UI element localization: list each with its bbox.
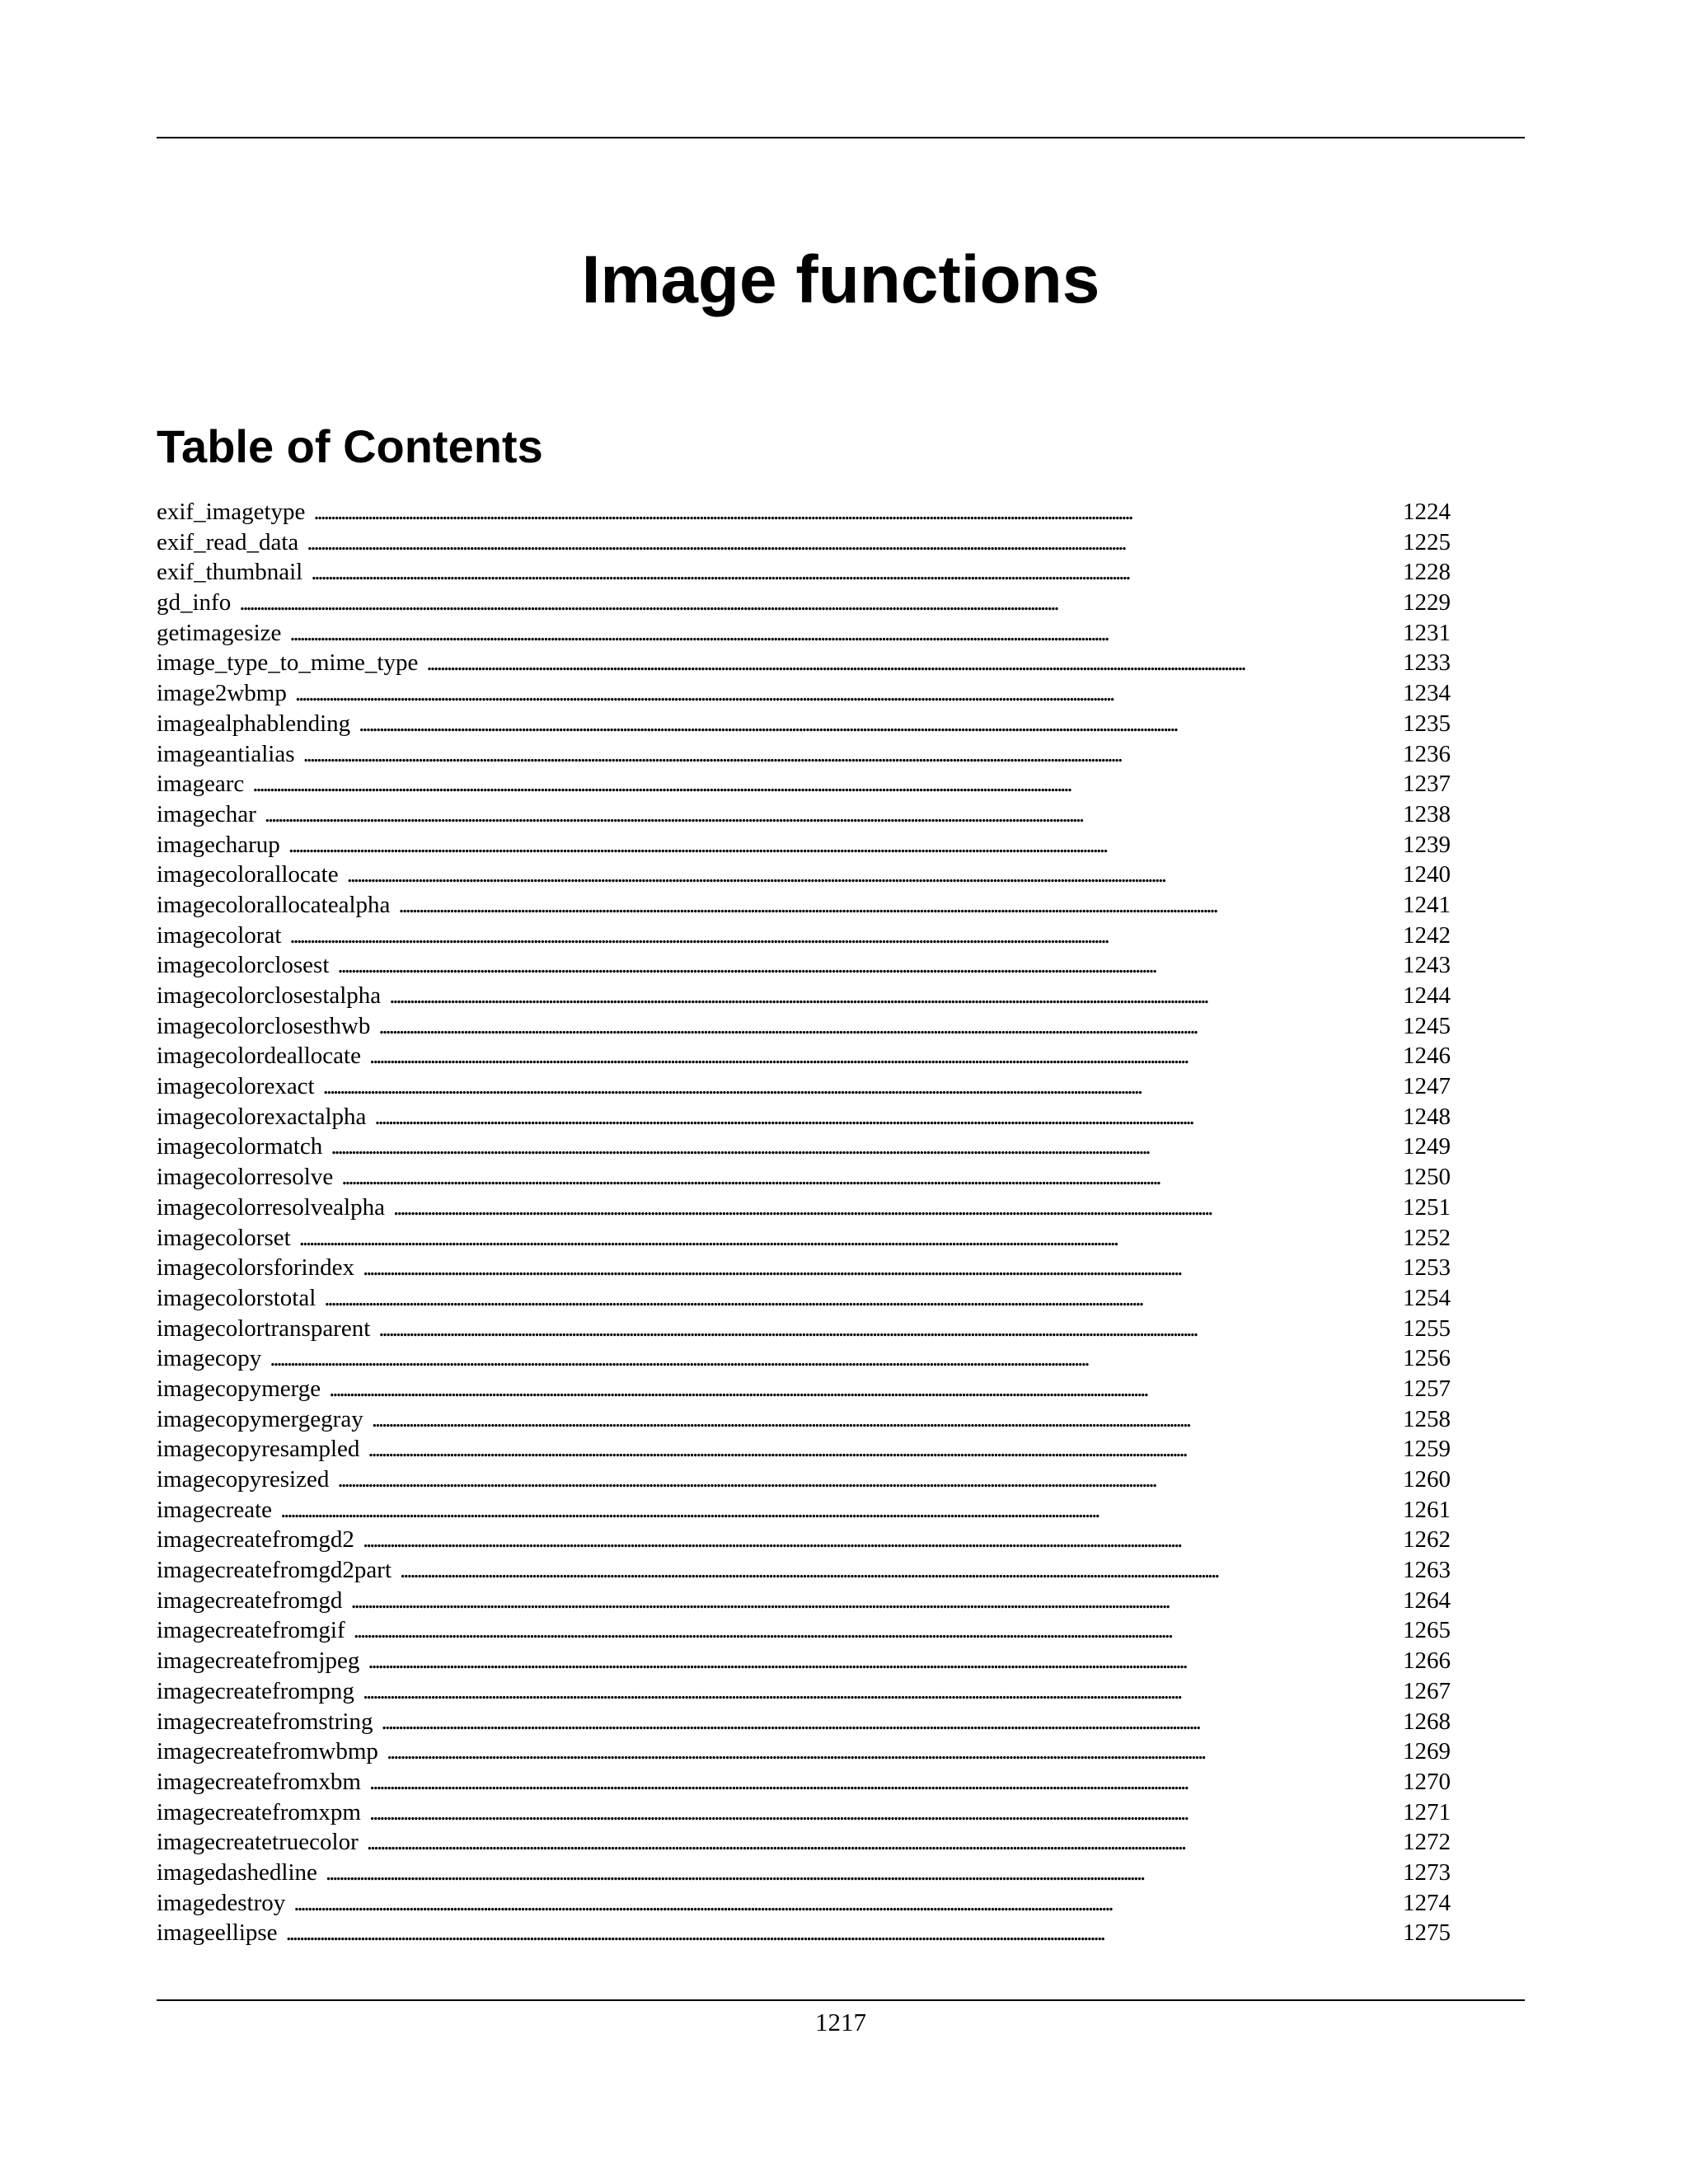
toc-entry-name: imagecreatefromxpm xyxy=(157,1798,361,1825)
toc-entry[interactable] xyxy=(157,1314,1451,1344)
toc-entry-name: imagecreatefromgif xyxy=(157,1617,345,1644)
toc-entry[interactable] xyxy=(157,1465,1451,1495)
toc-entry-name: imagecolorset xyxy=(157,1224,291,1251)
toc-dot-leader xyxy=(303,739,1397,770)
toc-entry-name: imagecolorclosestalpha xyxy=(157,982,382,1009)
toc-entry[interactable] xyxy=(157,1858,1451,1888)
toc-entry-page: 1235 xyxy=(1403,710,1451,737)
toc-dot-leader xyxy=(389,981,1396,1011)
toc-entry-name: imageellipse xyxy=(157,1919,278,1947)
toc-entry[interactable] xyxy=(157,1071,1451,1102)
toc-entry-name: imagecolorresolve xyxy=(157,1164,334,1191)
toc-entry[interactable] xyxy=(157,527,1451,558)
toc-entry-page: 1234 xyxy=(1403,680,1451,707)
toc-dot-leader xyxy=(372,1404,1396,1435)
toc-dot-leader xyxy=(239,588,1396,618)
toc-dot-leader xyxy=(368,1434,1396,1465)
toc-entry[interactable] xyxy=(157,1555,1451,1586)
toc-dot-leader xyxy=(350,1586,1396,1616)
toc-entry-page: 1259 xyxy=(1403,1436,1451,1463)
toc-entry[interactable] xyxy=(157,618,1451,649)
toc-entry-page: 1254 xyxy=(1403,1284,1451,1311)
toc-entry-name: imagecolorresolvealpha xyxy=(157,1193,385,1221)
toc-entry-page: 1269 xyxy=(1403,1738,1451,1765)
toc-entry[interactable] xyxy=(157,1888,1451,1919)
toc-entry[interactable] xyxy=(157,709,1451,739)
toc-entry[interactable] xyxy=(157,1223,1451,1254)
toc-entry[interactable] xyxy=(157,1253,1451,1283)
toc-entry[interactable] xyxy=(157,1827,1451,1858)
toc-entry-name: getimagesize xyxy=(157,619,282,646)
toc-entry-name: imagecolordeallocate xyxy=(157,1043,361,1070)
toc-entry-name: imagecolorallocate xyxy=(157,861,339,888)
toc-entry[interactable] xyxy=(157,799,1451,830)
toc-entry-page: 1246 xyxy=(1403,1043,1451,1070)
toc-dot-leader xyxy=(400,1555,1396,1586)
toc-dot-leader xyxy=(359,709,1396,739)
toc-entry-page: 1245 xyxy=(1403,1012,1451,1039)
toc-entry[interactable] xyxy=(157,1283,1451,1314)
top-rule xyxy=(157,137,1525,138)
toc-entry-name: imagecreatefromstring xyxy=(157,1708,373,1735)
toc-dot-leader xyxy=(313,497,1396,527)
toc-entry-name: imagecolorclosesthwb xyxy=(157,1012,371,1039)
toc-entry[interactable] xyxy=(157,1707,1451,1737)
toc-entry-page: 1272 xyxy=(1403,1829,1451,1856)
toc-entry-name: imagecreatefrompng xyxy=(157,1677,354,1704)
toc-entry-page: 1237 xyxy=(1403,771,1451,798)
toc-entry-page: 1241 xyxy=(1403,891,1451,918)
toc-entry-name: imagecolorallocatealpha xyxy=(157,891,391,918)
toc-entry-name: imagecolorclosest xyxy=(157,952,330,979)
toc-dot-leader xyxy=(337,950,1396,981)
toc-entry[interactable] xyxy=(157,1374,1451,1404)
toc-dot-leader xyxy=(295,678,1396,709)
toc-entry[interactable] xyxy=(157,497,1451,527)
toc-entry[interactable] xyxy=(157,1434,1451,1465)
toc-entry-page: 1253 xyxy=(1403,1254,1451,1282)
toc-entry-name: imagecreatefromwbmp xyxy=(157,1738,378,1765)
toc-dot-leader xyxy=(293,1888,1396,1919)
toc-entry-name: imagecreatetruecolor xyxy=(157,1829,359,1856)
toc-entry[interactable] xyxy=(157,921,1451,951)
toc-entry-page: 1239 xyxy=(1403,831,1451,858)
toc-entry-page: 1270 xyxy=(1403,1768,1451,1795)
toc-entry-name: imagecreatefromxbm xyxy=(157,1768,361,1795)
toc-entry-page: 1248 xyxy=(1403,1103,1451,1130)
toc-entry-page: 1261 xyxy=(1403,1496,1451,1523)
toc-entry[interactable] xyxy=(157,1404,1451,1435)
toc-dot-leader xyxy=(323,1071,1396,1102)
toc-entry-name: imagecopy xyxy=(157,1345,262,1372)
toc-entry-name: imagecreate xyxy=(157,1496,273,1523)
toc-dot-leader xyxy=(280,1495,1396,1526)
toc-entry[interactable] xyxy=(157,1736,1451,1767)
toc-entry-page: 1271 xyxy=(1403,1798,1451,1825)
toc-entry-name: image_type_to_mime_type xyxy=(157,649,419,677)
toc-entry-name: imagecolorstotal xyxy=(157,1284,316,1311)
toc-entry-name: imagecreatefromgd2 xyxy=(157,1526,354,1554)
toc-entry[interactable] xyxy=(157,1162,1451,1193)
toc-entry[interactable] xyxy=(157,557,1451,588)
toc-entry-name: imagecolormatch xyxy=(157,1133,323,1160)
toc-entry[interactable] xyxy=(157,1525,1451,1555)
toc-entry-page: 1228 xyxy=(1403,559,1451,586)
toc-entry-name: imagecreatefromgd2part xyxy=(157,1557,392,1584)
toc-entry-name: imagecolorsforindex xyxy=(157,1254,354,1282)
toc-dot-leader xyxy=(363,1676,1396,1707)
toc-entry-page: 1255 xyxy=(1403,1315,1451,1342)
toc-dot-leader xyxy=(288,830,1396,860)
toc-dot-leader xyxy=(363,1525,1396,1555)
toc-dot-leader xyxy=(252,769,1396,799)
toc-heading: Table of Contents xyxy=(157,420,543,472)
toc-entry[interactable] xyxy=(157,1646,1451,1676)
toc-entry[interactable] xyxy=(157,769,1451,799)
toc-dot-leader xyxy=(270,1343,1396,1374)
toc-dot-leader xyxy=(341,1162,1396,1193)
toc-entry-name: imagecopymergegray xyxy=(157,1405,363,1432)
toc-dot-leader xyxy=(307,527,1396,558)
toc-entry-page: 1262 xyxy=(1403,1526,1451,1554)
toc-entry-page: 1240 xyxy=(1403,861,1451,888)
toc-entry-page: 1267 xyxy=(1403,1677,1451,1704)
toc-entry-page: 1252 xyxy=(1403,1224,1451,1251)
toc-entry-name: imagechar xyxy=(157,800,256,827)
toc-entry-name: imagecharup xyxy=(157,831,280,858)
toc-entry[interactable] xyxy=(157,1676,1451,1707)
toc-entry[interactable] xyxy=(157,588,1451,618)
toc-entry-page: 1264 xyxy=(1403,1586,1451,1614)
toc-dot-leader xyxy=(324,1283,1396,1314)
toc-entry[interactable] xyxy=(157,1343,1451,1374)
toc-entry-page: 1250 xyxy=(1403,1164,1451,1191)
toc-entry-page: 1274 xyxy=(1403,1889,1451,1916)
toc-dot-leader xyxy=(326,1858,1396,1888)
toc-entry[interactable] xyxy=(157,1495,1451,1526)
toc-entry-page: 1268 xyxy=(1403,1708,1451,1735)
toc-dot-leader xyxy=(368,1646,1396,1676)
toc-entry-page: 1260 xyxy=(1403,1466,1451,1493)
toc-dot-leader xyxy=(329,1374,1396,1404)
toc-dot-leader xyxy=(426,648,1396,678)
toc-entry-name: imagealphablending xyxy=(157,710,351,737)
toc-entry-name: imagecopyresampled xyxy=(157,1436,360,1463)
toc-dot-leader xyxy=(369,1041,1396,1071)
toc-entry-name: imagecopymerge xyxy=(157,1375,321,1402)
toc-dot-leader xyxy=(374,1102,1396,1132)
toc-entry[interactable] xyxy=(157,1797,1451,1828)
toc-entry-name: imagecolorexact xyxy=(157,1073,315,1100)
toc-entry-page: 1233 xyxy=(1403,649,1451,677)
toc-entry-name: imagedestroy xyxy=(157,1889,286,1916)
toc-dot-leader xyxy=(367,1827,1396,1858)
toc-dot-leader xyxy=(347,860,1396,890)
toc-entry-page: 1256 xyxy=(1403,1345,1451,1372)
toc-entry-page: 1263 xyxy=(1403,1557,1451,1584)
toc-dot-leader xyxy=(387,1736,1396,1767)
toc-dot-leader xyxy=(398,890,1396,921)
toc-entry-page: 1249 xyxy=(1403,1133,1451,1160)
toc-entry-page: 1257 xyxy=(1403,1375,1451,1402)
toc-dot-leader xyxy=(265,799,1396,830)
toc-entry-name: imagecreatefromgd xyxy=(157,1586,343,1614)
toc-entry-page: 1265 xyxy=(1403,1617,1451,1644)
toc-entry[interactable] xyxy=(157,890,1451,921)
toc-dot-leader xyxy=(363,1253,1396,1283)
toc-entry[interactable] xyxy=(157,648,1451,678)
toc-entry-page: 1238 xyxy=(1403,800,1451,827)
toc-entry-name: exif_read_data xyxy=(157,528,299,555)
toc-entry-name: imagearc xyxy=(157,771,245,798)
toc-entry-page: 1224 xyxy=(1403,499,1451,525)
toc-entry-page: 1243 xyxy=(1403,952,1451,979)
toc-entry-name: exif_thumbnail xyxy=(157,559,303,586)
toc-dot-leader xyxy=(369,1767,1396,1797)
toc-entry[interactable] xyxy=(157,1586,1451,1616)
toc-entry[interactable] xyxy=(157,1615,1451,1646)
toc-entry-page: 1236 xyxy=(1403,740,1451,767)
toc-entry-name: imageantialias xyxy=(157,740,295,767)
toc-entry-name: imagecreatefromjpeg xyxy=(157,1647,360,1675)
toc-dot-leader xyxy=(378,1011,1396,1042)
toc-entry-page: 1225 xyxy=(1403,528,1451,555)
toc-entry-page: 1231 xyxy=(1403,619,1451,646)
toc-entry[interactable] xyxy=(157,981,1451,1011)
toc-dot-leader xyxy=(369,1797,1396,1828)
toc-entry[interactable] xyxy=(157,1193,1451,1223)
page-number: 1217 xyxy=(815,2008,866,2036)
toc-dot-leader xyxy=(337,1465,1396,1495)
toc-entry-name: exif_imagetype xyxy=(157,499,306,525)
toc-entry[interactable] xyxy=(157,1041,1451,1071)
toc-entry-name: imagecolortransparent xyxy=(157,1315,371,1342)
toc-entry[interactable] xyxy=(157,860,1451,890)
toc-dot-leader xyxy=(382,1707,1397,1737)
toc-list xyxy=(157,497,1451,1948)
toc-entry[interactable] xyxy=(157,1011,1451,1042)
toc-entry[interactable] xyxy=(157,950,1451,981)
toc-entry[interactable] xyxy=(157,1767,1451,1797)
toc-entry[interactable] xyxy=(157,739,1451,770)
toc-dot-leader xyxy=(299,1223,1396,1254)
toc-entry-page: 1244 xyxy=(1403,982,1451,1009)
toc-dot-leader xyxy=(289,618,1396,649)
toc-dot-leader xyxy=(311,557,1396,588)
toc-dot-leader xyxy=(378,1314,1396,1344)
toc-dot-leader xyxy=(289,921,1396,951)
toc-entry-page: 1229 xyxy=(1403,589,1451,616)
toc-dot-leader xyxy=(354,1615,1396,1646)
toc-entry-page: 1247 xyxy=(1403,1073,1451,1100)
toc-entry-name: image2wbmp xyxy=(157,680,287,707)
toc-entry[interactable] xyxy=(157,678,1451,709)
toc-entry-page: 1266 xyxy=(1403,1647,1451,1675)
toc-entry-name: imagedashedline xyxy=(157,1858,317,1886)
toc-entry-page: 1242 xyxy=(1403,921,1451,949)
toc-entry-page: 1273 xyxy=(1403,1858,1451,1886)
toc-entry-page: 1258 xyxy=(1403,1405,1451,1432)
toc-entry-page: 1275 xyxy=(1403,1919,1451,1947)
toc-entry-page: 1251 xyxy=(1403,1193,1451,1221)
toc-entry[interactable] xyxy=(157,1132,1451,1162)
toc-entry[interactable] xyxy=(157,1918,1451,1948)
page-title: Image functions xyxy=(581,242,1100,317)
toc-entry[interactable] xyxy=(157,830,1451,860)
toc-dot-leader xyxy=(331,1132,1396,1162)
bottom-rule xyxy=(157,1999,1525,2001)
toc-entry-name: gd_info xyxy=(157,589,232,616)
toc-entry[interactable] xyxy=(157,1102,1451,1132)
toc-dot-leader xyxy=(393,1193,1396,1223)
toc-entry-name: imagecolorat xyxy=(157,921,282,949)
toc-entry-name: imagecopyresized xyxy=(157,1466,330,1493)
toc-dot-leader xyxy=(286,1918,1396,1948)
toc-entry-name: imagecolorexactalpha xyxy=(157,1103,367,1130)
